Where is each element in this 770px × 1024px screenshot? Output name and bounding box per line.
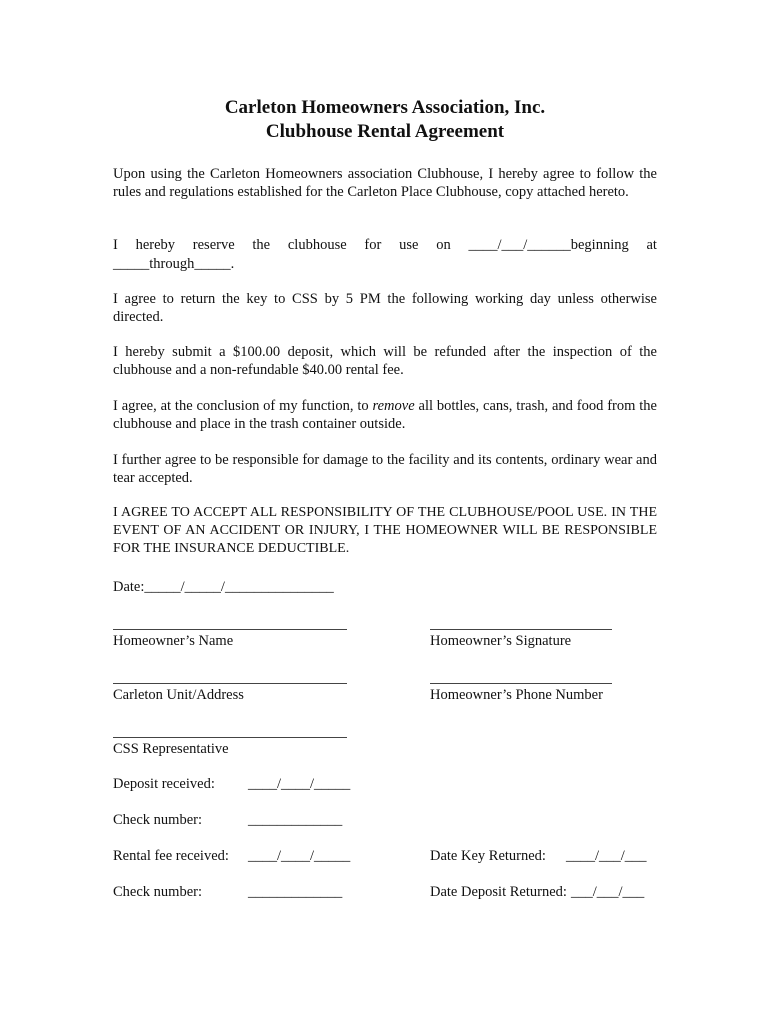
date-key-returned-field[interactable]: ____/___/___ xyxy=(566,848,647,864)
check-number-field[interactable]: _____________ xyxy=(248,812,343,828)
paragraph-rules-agreement: Upon using the Carleton Homeowners association Clubhouse, I hereby agree to follow the rules and regulations established for the Carleton Place Clubhouse, copy attached hereto. xyxy=(113,166,657,200)
reservation-word: at xyxy=(646,237,657,253)
deposit-received-label: Deposit received: xyxy=(113,776,215,792)
cleanup-emphasis: remove xyxy=(372,398,415,414)
paragraph-cleanup xyxy=(113,397,657,433)
unit-address-line[interactable] xyxy=(113,683,347,684)
paragraph-reservation-line1 xyxy=(113,236,657,254)
phone-number-line[interactable] xyxy=(430,683,612,684)
homeowner-signature-label: Homeowner’s Signature xyxy=(430,633,572,649)
reservation-word: on xyxy=(436,237,451,253)
rental-fee-field[interactable]: ____/____/_____ xyxy=(248,848,351,864)
paragraph-damage: I further agree to be responsible for damage to the facility and its contents, ordinary wear and tear accepted. xyxy=(113,452,657,486)
reservation-date-field[interactable]: ____/___/______beginning xyxy=(468,237,629,253)
homeowner-name-label: Homeowner’s Name xyxy=(113,633,234,649)
reservation-word: for xyxy=(364,237,382,253)
date-field[interactable] xyxy=(113,578,334,596)
paragraph-responsibility: I AGREE TO ACCEPT ALL RESPONSIBILITY OF THE CLUBHOUSE/POOL USE. IN THE EVENT OF AN ACCIDENT OR INJURY, I THE HOMEOWNER WILL BE RESPONSIBLE FOR THE INSURANCE DEDUCTIBLE. xyxy=(113,505,657,556)
phone-number-label: Homeowner’s Phone Number xyxy=(430,687,603,703)
css-representative-line[interactable] xyxy=(113,737,347,738)
homeowner-name-line[interactable] xyxy=(113,629,347,630)
paragraph-key-return: I agree to return the key to CSS by 5 PM the following working day unless otherwise directed. xyxy=(113,291,657,325)
paragraph-deposit: I hereby submit a $100.00 deposit, which will be refunded after the inspection of the clubhouse and a non-refundable $40.00 rental fee. xyxy=(113,344,657,378)
reservation-word: I xyxy=(113,237,118,253)
reservation-word: use xyxy=(399,237,419,253)
reservation-word: clubhouse xyxy=(287,237,347,253)
homeowner-signature-line[interactable] xyxy=(430,629,612,630)
check-number-label-2: Check number: xyxy=(113,884,202,900)
unit-address-label: Carleton Unit/Address xyxy=(113,687,244,703)
date-deposit-returned-label: Date Deposit Returned: xyxy=(430,884,567,900)
cleanup-text-end: all bottles, cans, trash, and food from the clubhouse and place in the trash container outside. xyxy=(113,398,657,432)
check-number-label: Check number: xyxy=(113,812,202,828)
date-key-returned-label: Date Key Returned: xyxy=(430,848,546,864)
deposit-received-field[interactable]: ____/____/_____ xyxy=(248,776,351,792)
reservation-word: reserve xyxy=(192,237,235,253)
reservation-time-field[interactable]: _____through_____. xyxy=(113,256,235,272)
document-title: Carleton Homeowners Association, Inc. xyxy=(224,97,546,118)
reservation-word: the xyxy=(252,237,271,253)
date-deposit-returned-field[interactable]: ___/___/___ xyxy=(571,884,645,900)
cleanup-text-start: I agree, at the conclusion of my function, to xyxy=(113,398,373,414)
date-label: Date: xyxy=(113,579,145,595)
document-subtitle: Clubhouse Rental Agreement xyxy=(265,121,505,142)
css-representative-label: CSS Representative xyxy=(113,741,229,757)
reservation-word: hereby xyxy=(135,237,176,253)
rental-fee-label: Rental fee received: xyxy=(113,848,229,864)
check-number-field-2[interactable]: _____________ xyxy=(248,884,343,900)
date-blanks: _____/_____/_______________ xyxy=(144,579,334,595)
